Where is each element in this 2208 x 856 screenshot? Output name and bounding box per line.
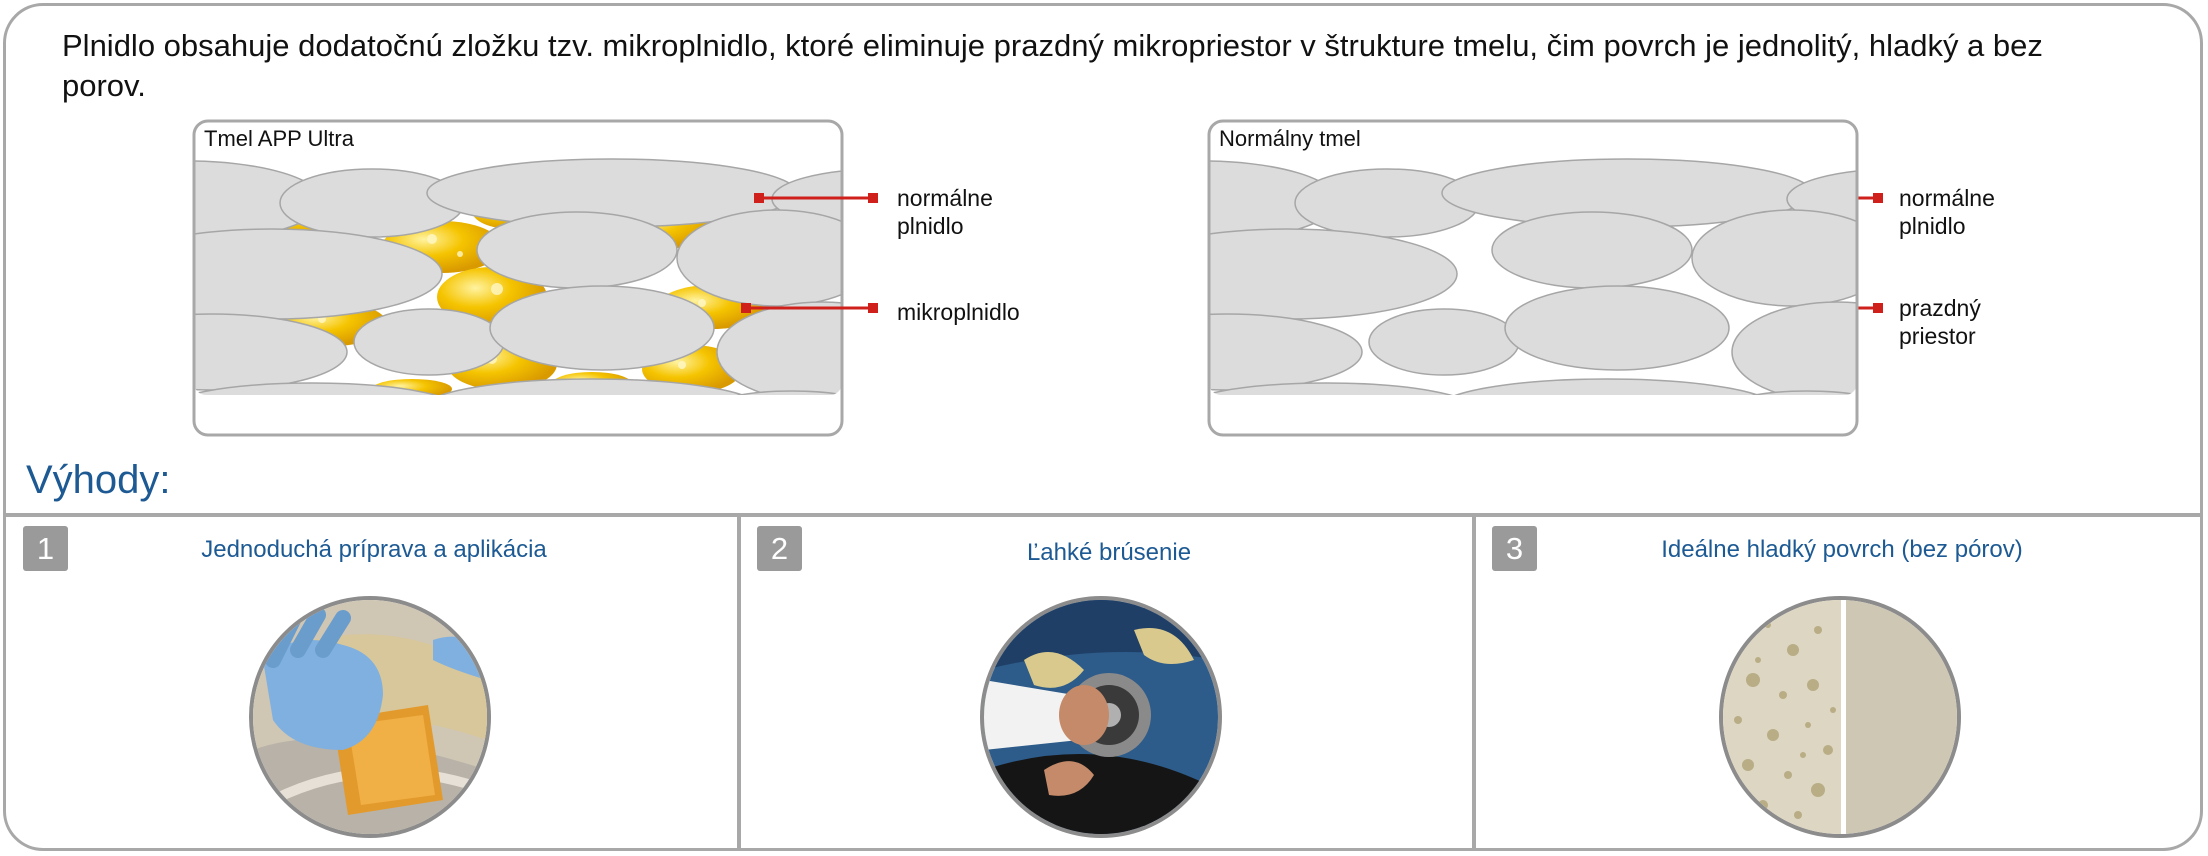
infographic-frame [3,3,2203,851]
sanding-image [984,600,1218,834]
callout-line: mikroplnidlo [897,299,1020,325]
divider [1472,515,1476,851]
benefit-label: Jednoduchá príprava a aplikácia [201,536,547,563]
callout-micro-filler [897,298,1020,326]
callout-line: normálne [1899,185,1995,211]
callout-normal-filler [897,184,993,240]
surface-comparison-image [1723,600,1957,834]
gloved-hand-image [253,600,487,834]
callout-normal-filler-2 [1899,184,1995,240]
benefit-number-badge: 2 [757,526,802,571]
divider [6,513,2203,517]
benefit-label: Ideálne hladký povrch (bez pórov) [1661,536,2023,563]
benefit-number-badge: 1 [23,526,68,571]
diagram-title: Tmel APP Ultra [204,126,354,151]
benefit-number-badge: 3 [1492,526,1537,571]
photo-sanding [980,596,1222,838]
intro-text: Plnidlo obsahuje dodatočnú zložku tzv. mikroplnidlo, ktoré eliminuje prazdný mikropriestor v štrukture tmelu, čim povrch je jednolitý, hladký a bez porov. [62,28,2043,103]
benefits-title: Výhody: [26,458,171,502]
diagram-title: Normálny tmel [1219,126,1361,151]
benefit-label: Ľahké brúsenie [1026,539,1192,566]
divider [737,515,741,851]
photo-filler-application [249,596,491,838]
callout-line: priestor [1899,323,1976,349]
callout-line: prazdný [1899,295,1981,321]
callout-line: normálne [897,185,993,211]
callout-line: plnidlo [897,213,964,239]
callout-lines [6,6,2203,506]
diagram-normal-putty [1207,119,1859,437]
callout-empty-space [1899,294,1981,350]
cross-section-normal [1207,119,1859,437]
callout-line: plnidlo [1899,213,1966,239]
photo-surface-comparison [1719,596,1961,838]
